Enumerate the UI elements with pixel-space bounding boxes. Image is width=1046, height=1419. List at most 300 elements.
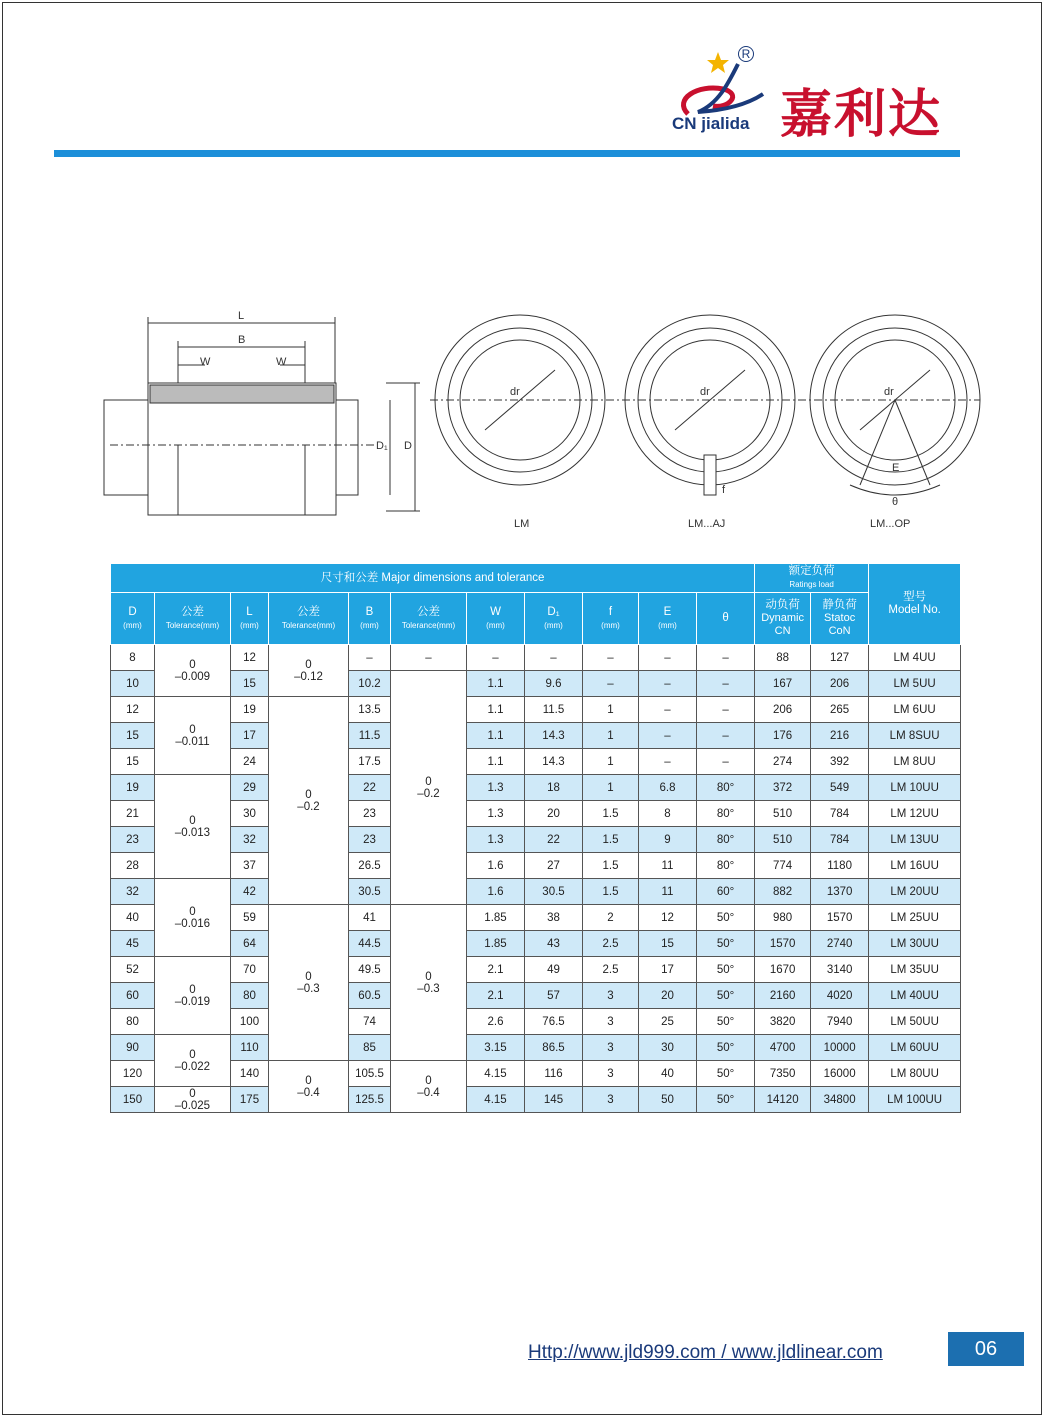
table-cell: LM 100UU [869, 1087, 961, 1113]
table-cell: 29 [231, 775, 269, 801]
table-cell: 70 [231, 957, 269, 983]
table-cell: 1.1 [467, 749, 525, 775]
table-cell: LM 4UU [869, 645, 961, 671]
table-cell: 116 [525, 1061, 583, 1087]
tolerance-lower: –0.4 [297, 1086, 320, 1099]
table-cell: 28 [111, 853, 155, 879]
dim-f: f [722, 484, 726, 496]
table-cell: 14120 [755, 1087, 811, 1113]
table-cell: 45 [111, 931, 155, 957]
table-row [111, 853, 961, 879]
table-cell: LM 25UU [869, 905, 961, 931]
tolerance-lower: –0.016 [174, 917, 211, 930]
tolerance-cell [391, 645, 467, 671]
table-cell: 52 [111, 957, 155, 983]
table-cell: 24 [231, 749, 269, 775]
table-cell: 14.3 [525, 749, 583, 775]
tolerance-cell [391, 905, 467, 1061]
tolerance-lower: –0.011 [175, 735, 210, 748]
tolerance-lower: –0.3 [417, 982, 440, 995]
dim-theta: θ [892, 496, 899, 508]
column-header-bottom: (mm) [123, 620, 142, 630]
dim-W-left: W [200, 356, 211, 368]
table-cell: – [697, 671, 755, 697]
column-header [269, 593, 349, 645]
table-row [111, 931, 961, 957]
dim-dr-lm: dr [510, 386, 520, 398]
table-cell: 176 [755, 723, 811, 749]
table-cell: 3 [583, 1035, 639, 1061]
column-header-top: θ [722, 612, 729, 624]
table-cell: – [467, 645, 525, 671]
tolerance-cell [155, 645, 231, 697]
table-cell: LM 16UU [869, 853, 961, 879]
table-cell: 3.15 [467, 1035, 525, 1061]
table-cell: 15 [111, 749, 155, 775]
table-cell: 57 [525, 983, 583, 1009]
column-header [583, 593, 639, 645]
column-header-bottom: (mm) [486, 620, 505, 630]
table-cell: 23 [111, 827, 155, 853]
table-cell: LM 50UU [869, 1009, 961, 1035]
table-cell: 2.6 [467, 1009, 525, 1035]
table-cell: 18 [525, 775, 583, 801]
column-header-bottom: (mm) [360, 620, 379, 630]
table-cell: 784 [811, 827, 869, 853]
table-cell: 167 [755, 671, 811, 697]
column-header-bottom: (mm) [240, 620, 259, 630]
column-header-top: 公差 [181, 605, 204, 618]
table-row [111, 723, 961, 749]
table-cell: 76.5 [525, 1009, 583, 1035]
group-header: 尺寸和公差 Major dimensions and tolerance [111, 564, 755, 593]
table-cell: 32 [231, 827, 269, 853]
table-cell: 15 [639, 931, 697, 957]
table-cell: 9 [639, 827, 697, 853]
table-row [111, 645, 961, 671]
table-cell: 980 [755, 905, 811, 931]
table-cell: 50° [697, 957, 755, 983]
column-header [391, 593, 467, 645]
column-header-bottom: (mm) [601, 620, 620, 630]
tolerance-cell [269, 645, 349, 697]
table-cell: 1.6 [467, 879, 525, 905]
tolerance-cell [155, 697, 231, 775]
table-cell: 265 [811, 697, 869, 723]
tolerance-upper: 0 [189, 723, 196, 736]
table-cell: 50° [697, 1061, 755, 1087]
table-cell: 50° [697, 1009, 755, 1035]
tolerance-cell [391, 1061, 467, 1113]
tolerance-upper: 0 [189, 905, 196, 918]
table-cell: 12 [111, 697, 155, 723]
table-cell: 10.2 [349, 671, 391, 697]
table-cell: 15 [111, 723, 155, 749]
table-cell: LM 35UU [869, 957, 961, 983]
brand-name-en: CN jialida [672, 114, 750, 133]
table-cell: 27 [525, 853, 583, 879]
column-header-top: f [608, 605, 613, 618]
table-cell: 216 [811, 723, 869, 749]
tolerance-lower: –0.12 [294, 670, 323, 683]
table-cell: 1.5 [583, 827, 639, 853]
table-cell: 60° [697, 879, 755, 905]
table-cell: – [697, 749, 755, 775]
dim-L: L [238, 310, 245, 322]
table-cell: 3 [583, 1009, 639, 1035]
tolerance-lower: –0.013 [174, 826, 211, 839]
dim-dr-aj: dr [700, 386, 710, 398]
tolerance-lower: –0.4 [417, 1086, 440, 1099]
table-cell: – [639, 723, 697, 749]
table-cell: 50° [697, 931, 755, 957]
table-cell: 80° [697, 827, 755, 853]
table-cell: LM 12UU [869, 801, 961, 827]
table-row [111, 749, 961, 775]
table-cell: 2160 [755, 983, 811, 1009]
table-cell: 80 [111, 1009, 155, 1035]
table-row [111, 957, 961, 983]
table-cell: 1.85 [467, 931, 525, 957]
dim-W-right: W [276, 356, 287, 368]
table-cell: 50° [697, 983, 755, 1009]
tolerance-lower: –0.2 [417, 787, 440, 800]
caption-lm-aj: LM...AJ [688, 518, 726, 530]
table-cell: 26.5 [349, 853, 391, 879]
model-header-cn: 型号 [903, 591, 927, 603]
table-cell: 25 [639, 1009, 697, 1035]
column-header-top: L [246, 605, 253, 618]
column-header-bottom: Tolerance(mm) [165, 620, 220, 630]
column-header-top: 动负荷 [765, 599, 800, 611]
bearing-drawings [90, 305, 990, 545]
table-cell: – [583, 671, 639, 697]
tolerance-cell [269, 1061, 349, 1113]
table-cell: 2740 [811, 931, 869, 957]
table-cell: 49 [525, 957, 583, 983]
table-cell: 74 [349, 1009, 391, 1035]
model-header-en: Model No. [888, 604, 941, 616]
table-cell: LM 60UU [869, 1035, 961, 1061]
table-cell: 80 [231, 983, 269, 1009]
table-cell: 1.3 [467, 827, 525, 853]
table-cell: 2 [583, 905, 639, 931]
column-header-bottom: (mm) [544, 620, 563, 630]
table-cell: 50° [697, 1035, 755, 1061]
table-cell: 17 [639, 957, 697, 983]
table-row [111, 697, 961, 723]
table-cell: 32 [111, 879, 155, 905]
column-header [155, 593, 231, 645]
table-cell: 3 [583, 1061, 639, 1087]
tolerance-lower: –0.2 [297, 800, 320, 813]
tolerance-cell [155, 1087, 231, 1113]
table-cell: 30.5 [349, 879, 391, 905]
table-cell: 50° [697, 1087, 755, 1113]
table-cell: 22 [525, 827, 583, 853]
table-cell: 510 [755, 801, 811, 827]
table-cell: 30 [231, 801, 269, 827]
table-cell: 1 [583, 775, 639, 801]
tolerance-lower: –0.019 [174, 995, 211, 1008]
table-cell: 120 [111, 1061, 155, 1087]
table-cell: 145 [525, 1087, 583, 1113]
column-header-top: D [128, 605, 137, 618]
table-cell: 1570 [755, 931, 811, 957]
caption-lm: LM [514, 518, 530, 530]
table-cell: – [697, 697, 755, 723]
dim-D1: D₁ [376, 440, 388, 452]
table-cell: 2.5 [583, 931, 639, 957]
tolerance-lower: –0.022 [174, 1060, 211, 1073]
tolerance-cell [269, 697, 349, 905]
table-cell: – [639, 749, 697, 775]
table-cell: 4020 [811, 983, 869, 1009]
column-header [467, 593, 525, 645]
table-cell: 13.5 [349, 697, 391, 723]
table-cell: 1.6 [467, 853, 525, 879]
column-header [525, 593, 583, 645]
table-cell: 784 [811, 801, 869, 827]
tolerance-upper: 0 [425, 775, 432, 788]
table-row [111, 905, 961, 931]
table-cell: 30 [639, 1035, 697, 1061]
table-cell: 1.5 [583, 801, 639, 827]
table-cell: 774 [755, 853, 811, 879]
table-cell: 1570 [811, 905, 869, 931]
table-cell: – [697, 723, 755, 749]
table-cell: 140 [231, 1061, 269, 1087]
table-cell: 64 [231, 931, 269, 957]
tolerance-upper: 0 [189, 983, 196, 996]
dim-B: B [238, 334, 246, 346]
table-cell: 10000 [811, 1035, 869, 1061]
table-cell: 1.1 [467, 723, 525, 749]
table-cell: 100 [231, 1009, 269, 1035]
table-row [111, 827, 961, 853]
table-cell: 19 [111, 775, 155, 801]
table-cell: 11.5 [349, 723, 391, 749]
table-cell: – [639, 671, 697, 697]
table-cell: 1 [583, 723, 639, 749]
table-cell: 1370 [811, 879, 869, 905]
table-cell: 274 [755, 749, 811, 775]
table-cell: 7350 [755, 1061, 811, 1087]
table-cell: 85 [349, 1035, 391, 1061]
table-cell: 86.5 [525, 1035, 583, 1061]
table-cell: – [583, 645, 639, 671]
table-cell: – [639, 645, 697, 671]
table-row [111, 775, 961, 801]
table-cell: 34800 [811, 1087, 869, 1113]
tolerance-cell [155, 879, 231, 957]
table-cell: 17.5 [349, 749, 391, 775]
table-cell: 22 [349, 775, 391, 801]
tolerance-cell [155, 957, 231, 1035]
page-number: 06 [948, 1332, 1024, 1366]
table-cell: 50 [639, 1087, 697, 1113]
column-header-bottom: Dynamic CN [761, 612, 804, 637]
table-cell: 3 [583, 1087, 639, 1113]
table-row [111, 879, 961, 905]
tolerance-upper: 0 [189, 814, 196, 827]
table-cell: 88 [755, 645, 811, 671]
table-cell: 175 [231, 1087, 269, 1113]
table-cell: – [697, 645, 755, 671]
table-cell: LM 8UU [869, 749, 961, 775]
table-cell: 14.3 [525, 723, 583, 749]
column-header-top: D₁ [547, 605, 560, 618]
table-cell: 8 [111, 645, 155, 671]
tolerance-lower: –0.009 [174, 670, 211, 683]
footer-url-link[interactable]: Http://www.jld999.com / www.jldlinear.com [528, 1342, 883, 1363]
table-cell: 21 [111, 801, 155, 827]
table-cell: 80° [697, 853, 755, 879]
table-cell: 12 [639, 905, 697, 931]
tolerance-upper: – [425, 651, 432, 664]
table-cell: 11 [639, 853, 697, 879]
header-rule [54, 150, 960, 157]
table-cell: 17 [231, 723, 269, 749]
table-cell: 1 [583, 697, 639, 723]
table-cell: – [349, 645, 391, 671]
table-cell: 49.5 [349, 957, 391, 983]
ratings-header [755, 564, 869, 593]
table-cell: 10 [111, 671, 155, 697]
table-cell: LM 13UU [869, 827, 961, 853]
model-header [869, 564, 961, 645]
table-cell: 372 [755, 775, 811, 801]
table-cell: 2.5 [583, 957, 639, 983]
table-cell: 1 [583, 749, 639, 775]
table-cell: 127 [811, 645, 869, 671]
table-cell: 20 [525, 801, 583, 827]
tolerance-upper: 0 [305, 1074, 312, 1087]
table-cell: 6.8 [639, 775, 697, 801]
tolerance-cell [155, 1035, 231, 1087]
table-cell: 16000 [811, 1061, 869, 1087]
table-cell: 40 [639, 1061, 697, 1087]
table-cell: 30.5 [525, 879, 583, 905]
table-cell: 105.5 [349, 1061, 391, 1087]
table-cell: 43 [525, 931, 583, 957]
table-cell: 4.15 [467, 1061, 525, 1087]
table-row [111, 1035, 961, 1061]
table-cell: 41 [349, 905, 391, 931]
table-cell: 80° [697, 775, 755, 801]
table-cell: 1.3 [467, 801, 525, 827]
column-header [639, 593, 697, 645]
table-cell: 1.3 [467, 775, 525, 801]
column-header-bottom: Tolerance(mm) [401, 620, 456, 630]
table-cell: – [525, 645, 583, 671]
table-cell: 1670 [755, 957, 811, 983]
tolerance-upper: 0 [425, 1074, 432, 1087]
tolerance-upper: 0 [189, 658, 196, 671]
table-cell: 1.85 [467, 905, 525, 931]
table-cell: 60.5 [349, 983, 391, 1009]
table-cell: 3820 [755, 1009, 811, 1035]
table-cell: 510 [755, 827, 811, 853]
table-cell: 15 [231, 671, 269, 697]
table-cell: LM 10UU [869, 775, 961, 801]
column-header-bottom: (mm) [658, 620, 677, 630]
column-header-top: B [365, 605, 374, 618]
table-cell: 19 [231, 697, 269, 723]
table-row [111, 983, 961, 1009]
spec-table [110, 563, 961, 1113]
table-cell: 37 [231, 853, 269, 879]
tolerance-upper: 0 [189, 1087, 196, 1100]
table-cell: 1.1 [467, 671, 525, 697]
column-header-top: 公差 [417, 605, 440, 618]
table-cell: 2.1 [467, 983, 525, 1009]
table-cell: 12 [231, 645, 269, 671]
table-row [111, 671, 961, 697]
column-header [811, 593, 869, 645]
table-cell: 206 [811, 671, 869, 697]
table-cell: 38 [525, 905, 583, 931]
table-cell: LM 6UU [869, 697, 961, 723]
tolerance-upper: 0 [305, 658, 312, 671]
column-header-top: E [663, 605, 672, 618]
table-cell: 59 [231, 905, 269, 931]
column-header-top: W [490, 605, 501, 618]
table-cell: LM 20UU [869, 879, 961, 905]
tolerance-cell [155, 775, 231, 879]
table-row [111, 1087, 961, 1113]
dim-D: D [404, 440, 412, 452]
table-cell: 110 [231, 1035, 269, 1061]
table-cell: 20 [639, 983, 697, 1009]
table-cell: 206 [755, 697, 811, 723]
table-cell: 23 [349, 827, 391, 853]
tolerance-upper: 0 [425, 970, 432, 983]
dim-dr-op: dr [884, 386, 894, 398]
table-cell: 90 [111, 1035, 155, 1061]
table-cell: 7940 [811, 1009, 869, 1035]
table-cell: 3140 [811, 957, 869, 983]
table-cell: 8 [639, 801, 697, 827]
table-cell: LM 80UU [869, 1061, 961, 1087]
tolerance-cell [269, 905, 349, 1061]
column-header [349, 593, 391, 645]
table-cell: 80° [697, 801, 755, 827]
table-row [111, 801, 961, 827]
column-header [111, 593, 155, 645]
caption-lm-op: LM...OP [870, 518, 911, 530]
table-cell: 11.5 [525, 697, 583, 723]
table-cell: 11 [639, 879, 697, 905]
column-header-bottom: Statoc CoN [824, 612, 856, 637]
tolerance-upper: 0 [189, 1048, 196, 1061]
ratings-header-en: Ratings load [789, 580, 834, 589]
table-cell: 3 [583, 983, 639, 1009]
column-header [755, 593, 811, 645]
table-row [111, 1061, 961, 1087]
table-cell: 1180 [811, 853, 869, 879]
table-cell: 4.15 [467, 1087, 525, 1113]
dim-E: E [892, 462, 900, 474]
table-cell: LM 8SUU [869, 723, 961, 749]
table-cell: 1.5 [583, 879, 639, 905]
table-cell: LM 40UU [869, 983, 961, 1009]
table-cell: 44.5 [349, 931, 391, 957]
table-cell: 2.1 [467, 957, 525, 983]
table-cell: LM 5UU [869, 671, 961, 697]
tolerance-lower: –0.025 [174, 1099, 211, 1112]
table-cell: 42 [231, 879, 269, 905]
